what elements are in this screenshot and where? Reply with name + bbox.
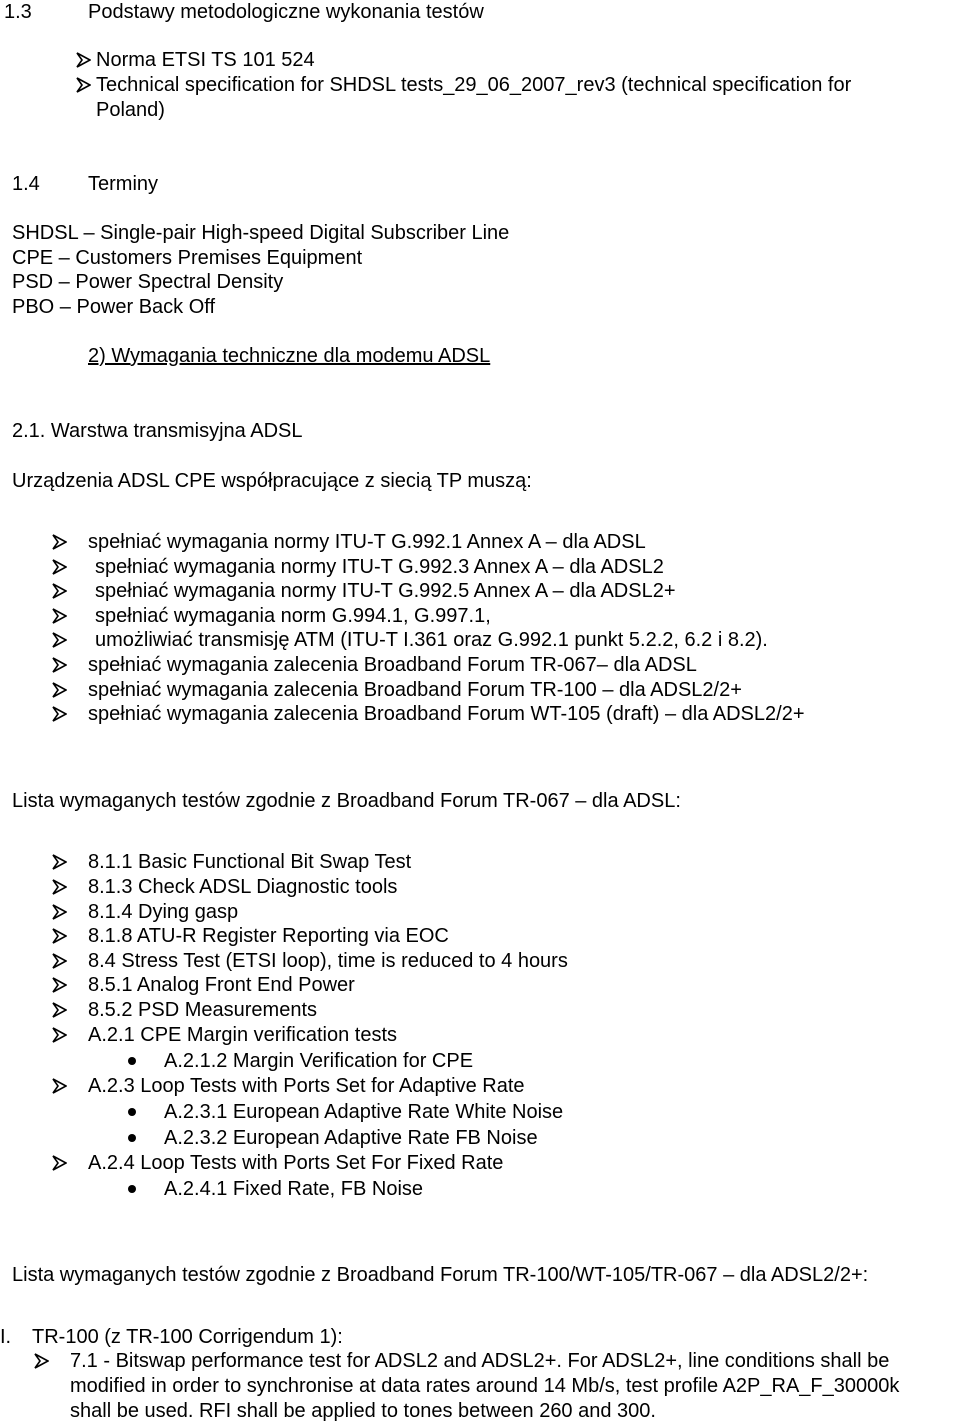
arrow-bullet-icon (34, 1353, 49, 1369)
test-item: 8.1.3 Check ADSL Diagnostic tools (88, 876, 398, 898)
arrow-bullet-icon (52, 928, 67, 944)
test-subitem: A.2.1.2 Margin Verification for CPE (164, 1050, 474, 1072)
requirement-item: spełniać wymagania zalecenia Broadband Forum WT-105 (draft) – dla ADSL2/2+ (88, 703, 805, 725)
term-definition: PSD – Power Spectral Density (12, 271, 284, 293)
standard-item-continued: Poland) (96, 99, 165, 121)
requirement-item: spełniać wymagania normy ITU-T G.992.1 Annex A – dla ADSL (88, 531, 646, 553)
requirement-item: spełniać wymagania normy ITU-T G.992.5 Annex A – dla ADSL2+ (95, 580, 676, 602)
arrow-bullet-icon (52, 1078, 67, 1094)
test-item: 8.5.1 Analog Front End Power (88, 974, 355, 996)
arrow-bullet-icon (52, 608, 67, 624)
test-item-continued: modified in order to synchronise at data rates around 14 Mb/s, test profile A2P_RA_F_30000k (70, 1375, 900, 1397)
arrow-bullet-icon (52, 632, 67, 648)
group-title: TR-100 (z TR-100 Corrigendum 1): (32, 1326, 343, 1348)
requirement-item: umożliwiać transmisję ATM (ITU-T I.361 oraz G.992.1 punkt 5.2.2, 6.2 i 8.2). (95, 629, 768, 651)
arrow-bullet-icon (52, 657, 67, 673)
arrow-bullet-icon (52, 534, 67, 550)
test-item: A.2.3 Loop Tests with Ports Set for Adaptive Rate (88, 1075, 525, 1097)
arrow-bullet-icon (52, 559, 67, 575)
arrow-bullet-icon (52, 1155, 67, 1171)
requirement-item: spełniać wymagania zalecenia Broadband Forum TR-067– dla ADSL (88, 654, 697, 676)
arrow-bullet-icon (52, 854, 67, 870)
standard-item: Norma ETSI TS 101 524 (96, 49, 315, 71)
test-item: 7.1 - Bitswap performance test for ADSL2 and ADSL2+. For ADSL2+, line conditions shall be (70, 1350, 890, 1372)
test-item-continued: shall be used. RFI shall be applied to tones between 260 and 300. (70, 1400, 656, 1422)
standard-item: Technical specification for SHDSL tests_29_06_2007_rev3 (technical specification for (96, 74, 852, 96)
arrow-bullet-icon (52, 1027, 67, 1043)
dot-bullet-icon (128, 1134, 136, 1142)
term-definition: SHDSL – Single-pair High-speed Digital Subscriber Line (12, 222, 510, 244)
section-number: 1.3 (4, 1, 32, 23)
list-heading: Lista wymaganych testów zgodnie z Broadband Forum TR-100/WT-105/TR-067 – dla ADSL2/2+: (12, 1264, 869, 1286)
term-definition: CPE – Customers Premises Equipment (12, 247, 363, 269)
subsection-heading: 2.1. Warstwa transmisyjna ADSL (12, 420, 303, 442)
dot-bullet-icon (128, 1057, 136, 1065)
intro-text: Urządzenia ADSL CPE współpracujące z siecią TP muszą: (12, 470, 532, 492)
chapter-heading: 2) Wymagania techniczne dla modemu ADSL (88, 345, 491, 367)
dot-bullet-icon (128, 1108, 136, 1116)
test-subitem: A.2.3.1 European Adaptive Rate White Noise (164, 1101, 564, 1123)
requirement-item: spełniać wymagania normy ITU-T G.992.3 Annex A – dla ADSL2 (95, 556, 664, 578)
arrow-bullet-icon (76, 52, 91, 68)
test-item: 8.1.1 Basic Functional Bit Swap Test (88, 851, 412, 873)
roman-numeral: I. (0, 1326, 12, 1348)
section-title: Terminy (88, 173, 159, 195)
test-item: 8.4 Stress Test (ETSI loop), time is reduced to 4 hours (88, 950, 568, 972)
arrow-bullet-icon (52, 706, 67, 722)
arrow-bullet-icon (76, 77, 91, 93)
test-item: 8.5.2 PSD Measurements (88, 999, 317, 1021)
arrow-bullet-icon (52, 1002, 67, 1018)
test-subitem: A.2.4.1 Fixed Rate, FB Noise (164, 1178, 424, 1200)
requirement-item: spełniać wymagania norm G.994.1, G.997.1, (95, 605, 491, 627)
test-item: 8.1.8 ATU-R Register Reporting via EOC (88, 925, 449, 947)
section-title: Podstawy metodologiczne wykonania testów (88, 1, 484, 23)
section-number: 1.4 (12, 173, 40, 195)
test-item: A.2.4 Loop Tests with Ports Set For Fixed Rate (88, 1152, 504, 1174)
term-definition: PBO – Power Back Off (12, 296, 216, 318)
requirement-item: spełniać wymagania zalecenia Broadband Forum TR-100 – dla ADSL2/2+ (88, 679, 742, 701)
arrow-bullet-icon (52, 904, 67, 920)
arrow-bullet-icon (52, 682, 67, 698)
arrow-bullet-icon (52, 879, 67, 895)
test-subitem: A.2.3.2 European Adaptive Rate FB Noise (164, 1127, 538, 1149)
test-item: A.2.1 CPE Margin verification tests (88, 1024, 398, 1046)
arrow-bullet-icon (52, 977, 67, 993)
arrow-bullet-icon (52, 953, 67, 969)
list-heading: Lista wymaganych testów zgodnie z Broadband Forum TR-067 – dla ADSL: (12, 790, 681, 812)
dot-bullet-icon (128, 1185, 136, 1193)
test-item: 8.1.4 Dying gasp (88, 901, 239, 923)
arrow-bullet-icon (52, 583, 67, 599)
